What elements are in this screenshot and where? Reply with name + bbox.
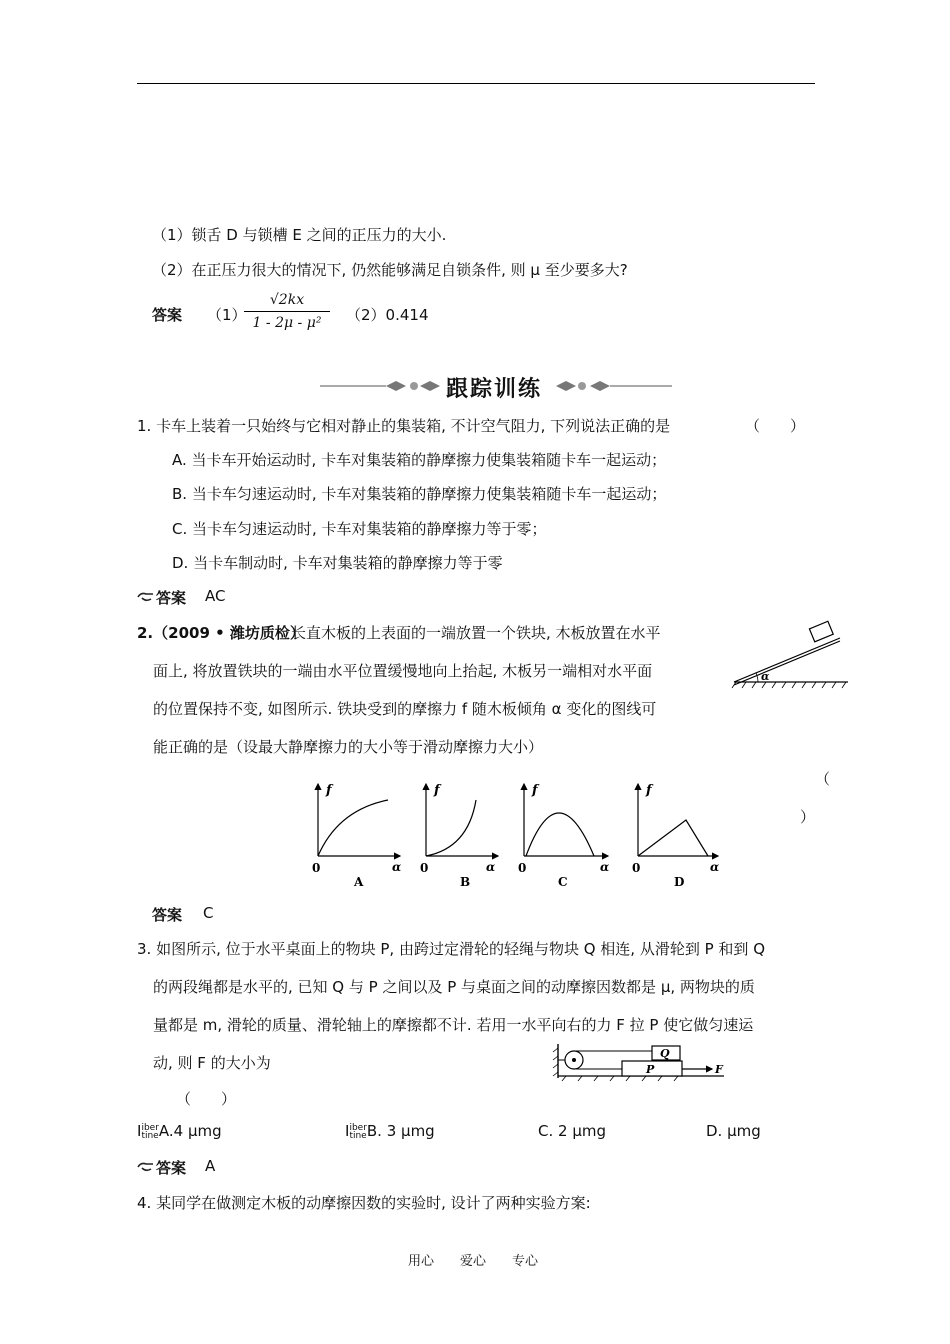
intro-question-1: （1）锁舌 D 与锁槽 E 之间的正压力的大小. — [152, 226, 447, 244]
graph-c-y-label: f — [532, 783, 538, 798]
graph-a-x-label: α — [392, 860, 402, 874]
graph-d-letter: D — [674, 875, 685, 889]
q3-option-a: A.4 μmg — [158, 1122, 222, 1140]
pulley-figure — [552, 1040, 732, 1082]
q1-answer-label: 答案 — [156, 589, 187, 607]
section-ornament-left — [320, 378, 444, 394]
q1-paren: （ ） — [745, 417, 806, 435]
graph-c — [518, 783, 609, 889]
answer-hand-icon-2 — [137, 1160, 155, 1174]
graph-c-origin: 0 — [518, 861, 527, 875]
q1-stem: 1. 卡车上装着一只始终与它相对静止的集装箱, 不计空气阻力, 下列说法正确的是 — [137, 417, 671, 435]
q2-answer: C — [203, 904, 214, 922]
q3-option-b: B. 3 μmg — [366, 1122, 435, 1140]
graph-d-x-label: α — [710, 860, 720, 874]
graph-b-letter: B — [460, 875, 471, 889]
answer-fraction — [244, 292, 330, 331]
artifact-top-b: iber — [349, 1122, 367, 1133]
q3-option-c: C. 2 μmg — [538, 1122, 606, 1140]
graph-a — [312, 783, 401, 889]
fraction-denominator: 1 - 2μ - μ² — [252, 315, 322, 331]
q1-option-b: B. 当卡车匀速运动时, 卡车对集装箱的静摩擦力使集装箱随卡车一起运动； — [172, 485, 667, 503]
q3-line-3: 量都是 m, 滑轮的质量、滑轮轴上的摩擦都不计. 若用一水平向右的力 F 拉 P 使它做匀速运 — [153, 1016, 754, 1034]
pulley-label-q: Q — [660, 1047, 670, 1060]
q2-source: 2.（2009 • 潍坊质检） — [137, 624, 305, 642]
q1-option-a: A. 当卡车开始运动时, 卡车对集装箱的静摩擦力使集装箱随卡车一起运动； — [172, 451, 667, 469]
graph-d-y-label: f — [646, 783, 652, 798]
q2-line-1: 长直木板的上表面的一端放置一个铁块, 木板放置在水平 — [291, 624, 661, 642]
graph-c-x-label: α — [600, 860, 610, 874]
pulley-label-p: P — [646, 1063, 655, 1076]
graph-d — [632, 783, 719, 889]
section-title: 跟踪训练 — [446, 377, 543, 402]
q2-line-2: 面上, 将放置铁块的一端由水平位置缓慢地向上抬起, 木板另一端相对水平面 — [153, 662, 653, 680]
graph-b-origin: 0 — [420, 861, 429, 875]
graph-b-y-label: f — [434, 783, 440, 798]
incline-figure — [728, 620, 854, 692]
intro-answer-part2: （2）0.414 — [346, 306, 429, 324]
q1-answer: AC — [205, 587, 226, 605]
answer-hand-icon — [137, 590, 155, 604]
intro-answer-part1: （1） — [207, 306, 247, 324]
section-ornament-right — [552, 378, 676, 394]
q3-paren: （ ） — [176, 1090, 237, 1108]
q3-line-2: 的两段绳都是水平的, 已知 Q 与 P 之间以及 P 与桌面之间的动摩擦因数都是 μ, 两物块的质 — [153, 978, 755, 996]
graph-a-letter: A — [354, 875, 364, 889]
q3-option-b-wrap: Iiber tineB. 3 μmg — [345, 1122, 435, 1141]
q3-answer: A — [205, 1157, 216, 1175]
intro-answer-label: 答案 — [152, 306, 183, 324]
graph-a-y-label: f — [326, 783, 332, 798]
incline-angle-label: α — [761, 670, 770, 683]
artifact-bottom-a: tine — [141, 1130, 159, 1141]
artifact-top-a: iber — [141, 1122, 159, 1133]
q3-line-4: 动, 则 F 的大小为 — [153, 1054, 271, 1072]
q3-option-a-wrap: Iiber tineA.4 μmg — [137, 1122, 222, 1141]
artifact-bottom-b: tine — [349, 1130, 367, 1141]
graph-b — [420, 783, 498, 889]
q2-line-3: 的位置保持不变, 如图所示. 铁块受到的摩擦力 f 随木板倾角 α 变化的图线可 — [153, 700, 657, 718]
graph-c-letter: C — [558, 875, 568, 889]
q2-line-4: 能正确的是（设最大静摩擦力的大小等于滑动摩擦力大小） — [153, 738, 544, 756]
intro-question-2: （2）在正压力很大的情况下, 仍然能够满足自锁条件, 则 μ 至少要多大? — [152, 261, 628, 279]
fraction-numerator: √2kx — [244, 292, 330, 312]
q4-stem: 4. 某同学在做测定木板的动摩擦因数的实验时, 设计了两种实验方案: — [137, 1194, 591, 1212]
graphs-figure — [308, 778, 728, 893]
q1-option-c: C. 当卡车匀速运动时, 卡车对集装箱的静摩擦力等于零； — [172, 520, 547, 538]
graph-d-origin: 0 — [632, 861, 641, 875]
header-rule — [137, 83, 815, 84]
q3-line-1: 3. 如图所示, 位于水平桌面上的物块 P, 由跨过定滑轮的轻绳与物块 Q 相连, 从滑轮到 P 和到 Q — [137, 940, 766, 958]
q2-paren-open: （ — [815, 770, 831, 788]
q3-answer-label: 答案 — [156, 1159, 187, 1177]
q2-answer-label: 答案 — [152, 906, 183, 924]
q2-paren-close: ） — [800, 808, 816, 826]
graph-b-x-label: α — [486, 860, 496, 874]
q1-option-d: D. 当卡车制动时, 卡车对集装箱的静摩擦力等于零 — [172, 554, 503, 572]
page-footer: 用心 爱心 专心 — [408, 1254, 539, 1269]
q3-option-d: D. μmg — [706, 1122, 761, 1140]
pulley-label-f: F — [715, 1063, 723, 1076]
graph-a-origin: 0 — [312, 861, 321, 875]
